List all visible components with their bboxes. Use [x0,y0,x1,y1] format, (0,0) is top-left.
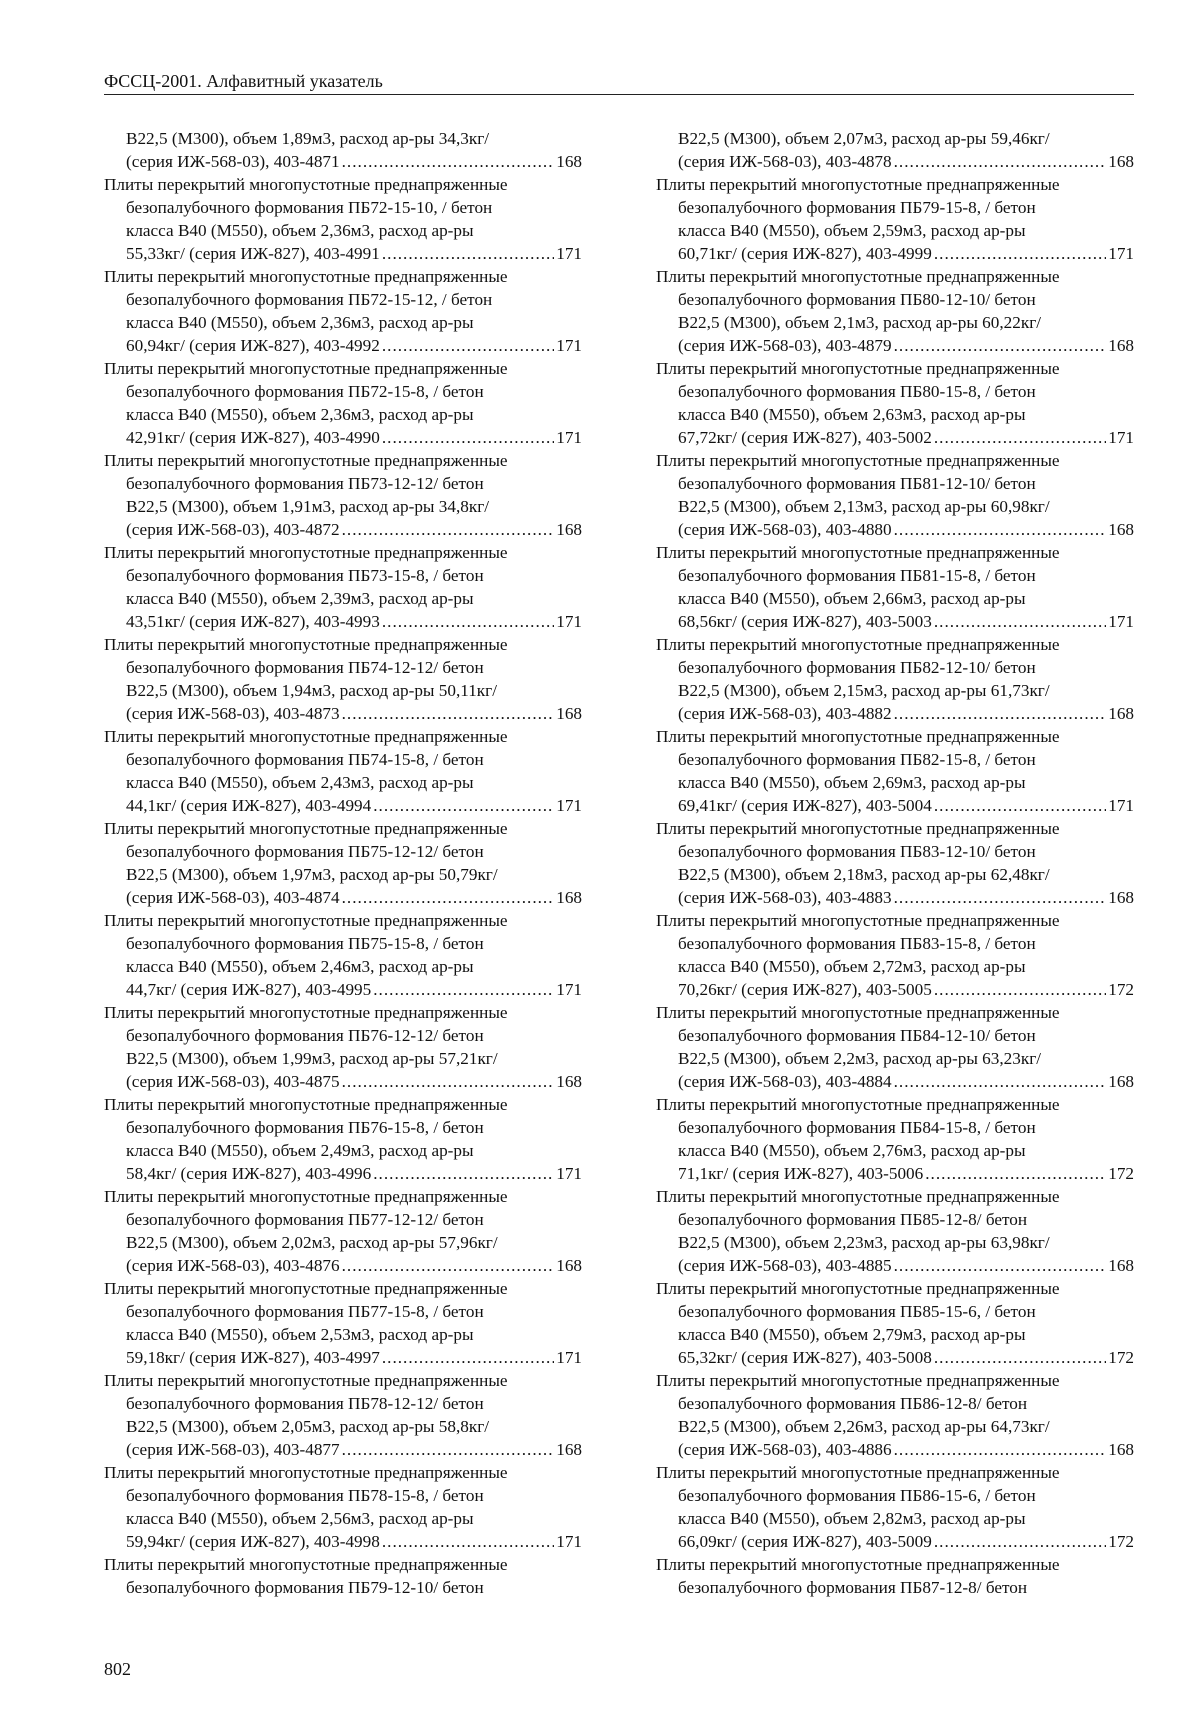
entry-reference-line [656,1070,1134,1093]
entry-page-number: 168 [1108,704,1134,723]
dot-leader [382,334,554,357]
entry-page-number: 172 [1108,1532,1134,1551]
entry-page-number: 168 [556,152,582,171]
entry-line: безопалубочного формования ПБ86-15-6, / бетон [678,1486,1036,1505]
entry-page-number: 168 [1108,152,1134,171]
entry-line: В22,5 (М300), объем 2,26м3, расход ар-ры 64,73кг/ [678,1417,1050,1436]
dot-leader [342,1438,555,1461]
index-entry [104,817,582,909]
index-entry [104,1369,582,1461]
entry-reference: 60,94кг/ (серия ИЖ-827), 403-4992 [126,336,380,355]
entry-page-number: 172 [1108,980,1134,999]
index-entry [104,1185,582,1277]
entry-line: безопалубочного формования ПБ76-15-8, / бетон [126,1118,484,1137]
entry-line: безопалубочного формования ПБ74-12-12/ бетон [126,658,484,677]
entry-reference-line [104,150,582,173]
dot-leader [382,610,554,633]
entry-page-number: 171 [1108,796,1134,815]
entry-line: безопалубочного формования ПБ81-15-8, / бетон [678,566,1036,585]
entry-line: класса В40 (М550), объем 2,69м3, расход ар-ры [678,773,1026,792]
entry-line: безопалубочного формования ПБ80-15-8, / бетон [678,382,1036,401]
index-entry [656,1553,1134,1599]
entry-line: класса В40 (М550), объем 2,63м3, расход ар-ры [678,405,1026,424]
entry-line: класса В40 (М550), объем 2,36м3, расход ар-ры [126,405,474,424]
entry-page-number: 171 [556,428,582,447]
entry-line: безопалубочного формования ПБ86-12-8/ бетон [678,1394,1028,1413]
index-entry [104,633,582,725]
entry-line: В22,5 (М300), объем 2,05м3, расход ар-ры 58,8кг/ [126,1417,490,1436]
entry-page-number: 168 [1108,1256,1134,1275]
entry-reference: (серия ИЖ-568-03), 403-4880 [678,520,892,539]
dot-leader [342,518,555,541]
entry-reference: 59,94кг/ (серия ИЖ-827), 403-4998 [126,1532,380,1551]
entry-reference: (серия ИЖ-568-03), 403-4876 [126,1256,340,1275]
entry-reference: (серия ИЖ-568-03), 403-4883 [678,888,892,907]
entry-line: В22,5 (М300), объем 2,02м3, расход ар-ры 57,96кг/ [126,1233,498,1252]
index-entry [104,449,582,541]
entry-heading-line: Плиты перекрытий многопустотные преднапряженные [104,911,508,930]
entry-line: безопалубочного формования ПБ77-12-12/ бетон [126,1210,484,1229]
entry-reference-line [656,978,1134,1001]
entry-heading-line: Плиты перекрытий многопустотные преднапряженные [104,1003,508,1022]
dot-leader [925,1162,1106,1185]
entry-reference-line [104,886,582,909]
entry-page-number: 171 [556,1348,582,1367]
entry-reference-line [104,794,582,817]
entry-reference: (серия ИЖ-568-03), 403-4877 [126,1440,340,1459]
entry-line: класса В40 (М550), объем 2,79м3, расход ар-ры [678,1325,1026,1344]
entry-reference-line [104,1162,582,1185]
entry-line: В22,5 (М300), объем 2,13м3, расход ар-ры 60,98кг/ [678,497,1050,516]
dot-leader [342,150,555,173]
entry-heading-line: Плиты перекрытий многопустотные преднапряженные [104,1555,508,1574]
entry-heading-line: Плиты перекрытий многопустотные преднапряженные [104,1463,508,1482]
entry-heading-line: Плиты перекрытий многопустотные преднапряженные [104,267,508,286]
entry-heading-line: Плиты перекрытий многопустотные преднапряженные [656,1463,1060,1482]
index-entry [656,725,1134,817]
entry-reference-line [104,1070,582,1093]
dot-leader [894,150,1107,173]
entry-page-number: 171 [1108,612,1134,631]
index-entry [656,449,1134,541]
index-entry [104,104,582,173]
entry-reference: 55,33кг/ (серия ИЖ-827), 403-4991 [126,244,380,263]
entry-line: В22,5 (М300), объем 2,1м3, расход ар-ры 60,22кг/ [678,313,1042,332]
entry-reference: 43,51кг/ (серия ИЖ-827), 403-4993 [126,612,380,631]
entry-line: класса В40 (М550), объем 2,66м3, расход ар-ры [678,589,1026,608]
dot-leader [342,1254,555,1277]
entry-reference: 59,18кг/ (серия ИЖ-827), 403-4997 [126,1348,380,1367]
entry-page-number: 168 [556,520,582,539]
entry-line: безопалубочного формования ПБ83-15-8, / бетон [678,934,1036,953]
entry-page-number: 168 [556,1072,582,1091]
entry-page-number: 171 [556,1532,582,1551]
dot-leader [373,1162,554,1185]
entry-heading-line: Плиты перекрытий многопустотные преднапряженные [656,1555,1060,1574]
index-entry [656,357,1134,449]
entry-reference: (серия ИЖ-568-03), 403-4875 [126,1072,340,1091]
entry-line: безопалубочного формования ПБ84-15-8, / бетон [678,1118,1036,1137]
index-entry [104,541,582,633]
dot-leader [894,886,1107,909]
entry-line: безопалубочного формования ПБ73-15-8, / бетон [126,566,484,585]
entry-line: класса В40 (М550), объем 2,36м3, расход ар-ры [126,313,474,332]
entry-heading-line: Плиты перекрытий многопустотные преднапряженные [104,727,508,746]
entry-heading-line: Плиты перекрытий многопустотные преднапряженные [656,635,1060,654]
dot-leader [382,426,554,449]
entry-reference-line [104,242,582,265]
index-entry [104,357,582,449]
entry-line: В22,5 (М300), объем 2,2м3, расход ар-ры 63,23кг/ [678,1049,1042,1068]
dot-leader [934,242,1106,265]
entry-heading-line: Плиты перекрытий многопустотные преднапряженные [656,1371,1060,1390]
entry-heading-line: Плиты перекрытий многопустотные преднапряженные [104,1371,508,1390]
dot-leader [342,1070,555,1093]
index-entry [656,541,1134,633]
entry-line: безопалубочного формования ПБ82-12-10/ бетон [678,658,1036,677]
entry-line: класса В40 (М550), объем 2,46м3, расход ар-ры [126,957,474,976]
entry-line: безопалубочного формования ПБ77-15-8, / бетон [126,1302,484,1321]
entry-reference-line [104,1254,582,1277]
index-column-right [656,104,1134,1599]
entry-line: безопалубочного формования ПБ75-12-12/ бетон [126,842,484,861]
entry-line: безопалубочного формования ПБ81-12-10/ бетон [678,474,1036,493]
index-entry [656,1369,1134,1461]
page-number: 802 [104,1659,131,1679]
entry-line: безопалубочного формования ПБ73-12-12/ бетон [126,474,484,493]
entry-reference-line [656,1346,1134,1369]
entry-reference: (серия ИЖ-568-03), 403-4882 [678,704,892,723]
entry-page-number: 172 [1108,1164,1134,1183]
entry-reference: (серия ИЖ-568-03), 403-4885 [678,1256,892,1275]
entry-reference-line [656,1530,1134,1553]
entry-page-number: 171 [556,796,582,815]
entry-reference: (серия ИЖ-568-03), 403-4878 [678,152,892,171]
entry-heading-line: Плиты перекрытий многопустотные преднапряженные [104,543,508,562]
entry-heading-line: Плиты перекрытий многопустотные преднапряженные [104,819,508,838]
entry-heading-line: Плиты перекрытий многопустотные преднапряженные [656,727,1060,746]
entry-line: безопалубочного формования ПБ79-15-8, / бетон [678,198,1036,217]
entry-line: безопалубочного формования ПБ82-15-8, / бетон [678,750,1036,769]
entry-line: класса В40 (М550), объем 2,49м3, расход ар-ры [126,1141,474,1160]
index-entry [656,1093,1134,1185]
entry-reference: 42,91кг/ (серия ИЖ-827), 403-4990 [126,428,380,447]
dot-leader [894,1438,1107,1461]
index-entry [104,1093,582,1185]
entry-reference-line [656,242,1134,265]
entry-line: класса В40 (М550), объем 2,39м3, расход ар-ры [126,589,474,608]
entry-page-number: 171 [556,612,582,631]
index-entry [104,1277,582,1369]
entry-reference: 44,1кг/ (серия ИЖ-827), 403-4994 [126,796,372,815]
dot-leader [342,886,555,909]
entry-heading-line: Плиты перекрытий многопустотные преднапряженные [656,911,1060,930]
entry-line: В22,5 (М300), объем 2,23м3, расход ар-ры 63,98кг/ [678,1233,1050,1252]
entry-page-number: 168 [1108,888,1134,907]
dot-leader [894,702,1107,725]
entry-heading-line: Плиты перекрытий многопустотные преднапряженные [656,819,1060,838]
entry-line: безопалубочного формования ПБ79-12-10/ бетон [126,1578,484,1597]
entry-heading-line: Плиты перекрытий многопустотные преднапряженные [104,635,508,654]
dot-leader [382,1346,554,1369]
dot-leader [382,1530,554,1553]
entry-line: безопалубочного формования ПБ72-15-10, / бетон [126,198,493,217]
entry-page-number: 171 [1108,428,1134,447]
dot-leader [934,1530,1106,1553]
entry-reference: 60,71кг/ (серия ИЖ-827), 403-4999 [678,244,932,263]
entry-page-number: 172 [1108,1348,1134,1367]
entry-heading-line: Плиты перекрытий многопустотные преднапряженные [104,175,508,194]
entry-line: В22,5 (М300), объем 2,18м3, расход ар-ры 62,48кг/ [678,865,1050,884]
entry-line: класса В40 (М550), объем 2,43м3, расход ар-ры [126,773,474,792]
header-rule [104,94,1134,95]
entry-line: безопалубочного формования ПБ85-15-6, / бетон [678,1302,1036,1321]
entry-reference-line [104,1346,582,1369]
entry-line: В22,5 (М300), объем 1,89м3, расход ар-ры 34,3кг/ [126,129,490,148]
entry-line: безопалубочного формования ПБ85-12-8/ бетон [678,1210,1028,1229]
index-entry [104,173,582,265]
entry-reference-line [104,1530,582,1553]
entry-page-number: 168 [556,1256,582,1275]
entry-heading-line: Плиты перекрытий многопустотные преднапряженные [656,1187,1060,1206]
entry-heading-line: Плиты перекрытий многопустотные преднапряженные [656,359,1060,378]
entry-reference: 66,09кг/ (серия ИЖ-827), 403-5009 [678,1532,932,1551]
entry-reference: 69,41кг/ (серия ИЖ-827), 403-5004 [678,796,932,815]
entry-reference: (серия ИЖ-568-03), 403-4872 [126,520,340,539]
entry-page-number: 171 [556,980,582,999]
index-entry [656,173,1134,265]
entry-reference-line [104,518,582,541]
index-entry [104,909,582,1001]
entry-reference: (серия ИЖ-568-03), 403-4886 [678,1440,892,1459]
entry-heading-line [104,104,582,127]
index-entry [656,104,1134,173]
entry-reference: (серия ИЖ-568-03), 403-4874 [126,888,340,907]
index-entry [104,725,582,817]
entry-page-number: 168 [1108,1440,1134,1459]
dot-leader [894,518,1107,541]
entry-reference: (серия ИЖ-568-03), 403-4879 [678,336,892,355]
running-header: ФССЦ-2001. Алфавитный указатель [104,71,383,91]
index-entry [656,265,1134,357]
entry-line: безопалубочного формования ПБ87-12-8/ бетон [678,1578,1028,1597]
entry-reference-line [656,1438,1134,1461]
entry-reference: 70,26кг/ (серия ИЖ-827), 403-5005 [678,980,932,999]
entry-reference-line [104,334,582,357]
entry-heading-line: Плиты перекрытий многопустотные преднапряженные [656,1095,1060,1114]
index-column-left [104,104,582,1599]
entry-line: В22,5 (М300), объем 1,99м3, расход ар-ры 57,21кг/ [126,1049,498,1068]
entry-page-number: 168 [556,1440,582,1459]
dot-leader [382,242,554,265]
entry-line: класса В40 (М550), объем 2,72м3, расход ар-ры [678,957,1026,976]
entry-line: класса В40 (М550), объем 2,53м3, расход ар-ры [126,1325,474,1344]
entry-heading-line: Плиты перекрытий многопустотные преднапряженные [104,359,508,378]
entry-heading-line: Плиты перекрытий многопустотные преднапряженные [656,175,1060,194]
entry-reference-line [656,1162,1134,1185]
entry-page-number: 171 [1108,244,1134,263]
index-entry [656,1277,1134,1369]
index-entry [656,817,1134,909]
entry-page-number: 171 [556,336,582,355]
index-entry [656,909,1134,1001]
entry-heading-line: Плиты перекрытий многопустотные преднапряженные [656,543,1060,562]
index-entry [656,1185,1134,1277]
entry-line: В22,5 (М300), объем 2,15м3, расход ар-ры 61,73кг/ [678,681,1050,700]
entry-reference: (серия ИЖ-568-03), 403-4871 [126,152,340,171]
entry-line: В22,5 (М300), объем 1,97м3, расход ар-ры 50,79кг/ [126,865,498,884]
entry-page-number: 168 [1108,520,1134,539]
entry-reference-line [656,702,1134,725]
entry-line: класса В40 (М550), объем 2,59м3, расход ар-ры [678,221,1026,240]
dot-leader [373,978,554,1001]
entry-line: безопалубочного формования ПБ76-12-12/ бетон [126,1026,484,1045]
entry-page-number: 171 [556,1164,582,1183]
entry-line: безопалубочного формования ПБ74-15-8, / бетон [126,750,484,769]
entry-line: безопалубочного формования ПБ75-15-8, / бетон [126,934,484,953]
entry-line: класса В40 (М550), объем 2,36м3, расход ар-ры [126,221,474,240]
entry-reference: 67,72кг/ (серия ИЖ-827), 403-5002 [678,428,932,447]
entry-heading-line: Плиты перекрытий многопустотные преднапряженные [656,1003,1060,1022]
dot-leader [894,1070,1107,1093]
entry-line: В22,5 (М300), объем 2,07м3, расход ар-ры 59,46кг/ [678,129,1050,148]
entry-line: В22,5 (М300), объем 1,91м3, расход ар-ры 34,8кг/ [126,497,490,516]
entry-heading-line: Плиты перекрытий многопустотные преднапряженные [104,1279,508,1298]
entry-line: безопалубочного формования ПБ72-15-8, / бетон [126,382,484,401]
entry-page-number: 171 [556,244,582,263]
dot-leader [934,978,1106,1001]
dot-leader [894,1254,1107,1277]
dot-leader [934,1346,1106,1369]
entry-page-number: 168 [556,888,582,907]
entry-reference: 58,4кг/ (серия ИЖ-827), 403-4996 [126,1164,372,1183]
dot-leader [894,334,1107,357]
dot-leader [934,610,1106,633]
entry-reference: (серия ИЖ-568-03), 403-4884 [678,1072,892,1091]
entry-page-number: 168 [1108,1072,1134,1091]
entry-reference-line [104,1438,582,1461]
dot-leader [342,702,555,725]
entry-heading-line: Плиты перекрытий многопустотные преднапряженные [104,1187,508,1206]
entry-line: безопалубочного формования ПБ80-12-10/ бетон [678,290,1036,309]
index-entry [104,1001,582,1093]
entry-line: класса В40 (М550), объем 2,76м3, расход ар-ры [678,1141,1026,1160]
entry-page-number: 168 [556,704,582,723]
entry-line: класса В40 (М550), объем 2,82м3, расход ар-ры [678,1509,1026,1528]
entry-reference: 71,1кг/ (серия ИЖ-827), 403-5006 [678,1164,924,1183]
entry-reference: 65,32кг/ (серия ИЖ-827), 403-5008 [678,1348,932,1367]
entry-line: В22,5 (М300), объем 1,94м3, расход ар-ры 50,11кг/ [126,681,497,700]
entry-line: безопалубочного формования ПБ83-12-10/ бетон [678,842,1036,861]
entry-reference-line [656,334,1134,357]
index-entry [656,633,1134,725]
entry-reference-line [104,978,582,1001]
entry-line: безопалубочного формования ПБ78-12-12/ бетон [126,1394,484,1413]
entry-reference-line [656,610,1134,633]
index-entry [104,265,582,357]
index-entry [104,1553,582,1599]
entry-reference: 68,56кг/ (серия ИЖ-827), 403-5003 [678,612,932,631]
index-entry [104,1461,582,1553]
entry-reference-line [656,518,1134,541]
dot-leader [934,426,1106,449]
entry-heading-line: Плиты перекрытий многопустотные преднапряженные [656,451,1060,470]
dot-leader [934,794,1106,817]
entry-reference-line [656,794,1134,817]
entry-heading-line: Плиты перекрытий многопустотные преднапряженные [104,1095,508,1114]
entry-heading-line [656,104,1134,127]
entry-line: класса В40 (М550), объем 2,56м3, расход ар-ры [126,1509,474,1528]
entry-reference-line [656,426,1134,449]
entry-line: безопалубочного формования ПБ72-15-12, / бетон [126,290,493,309]
entry-reference-line [104,426,582,449]
entry-heading-line: Плиты перекрытий многопустотные преднапряженные [656,267,1060,286]
index-entry [656,1001,1134,1093]
dot-leader [373,794,554,817]
entry-reference-line [656,150,1134,173]
entry-reference-line [104,702,582,725]
entry-line: безопалубочного формования ПБ78-15-8, / бетон [126,1486,484,1505]
entry-reference-line [656,1254,1134,1277]
entry-reference: 44,7кг/ (серия ИЖ-827), 403-4995 [126,980,372,999]
entry-heading-line: Плиты перекрытий многопустотные преднапряженные [656,1279,1060,1298]
entry-page-number: 168 [1108,336,1134,355]
entry-reference-line [104,610,582,633]
entry-heading-line: Плиты перекрытий многопустотные преднапряженные [104,451,508,470]
index-entry [656,1461,1134,1553]
entry-line: безопалубочного формования ПБ84-12-10/ бетон [678,1026,1036,1045]
entry-reference-line [656,886,1134,909]
entry-reference: (серия ИЖ-568-03), 403-4873 [126,704,340,723]
